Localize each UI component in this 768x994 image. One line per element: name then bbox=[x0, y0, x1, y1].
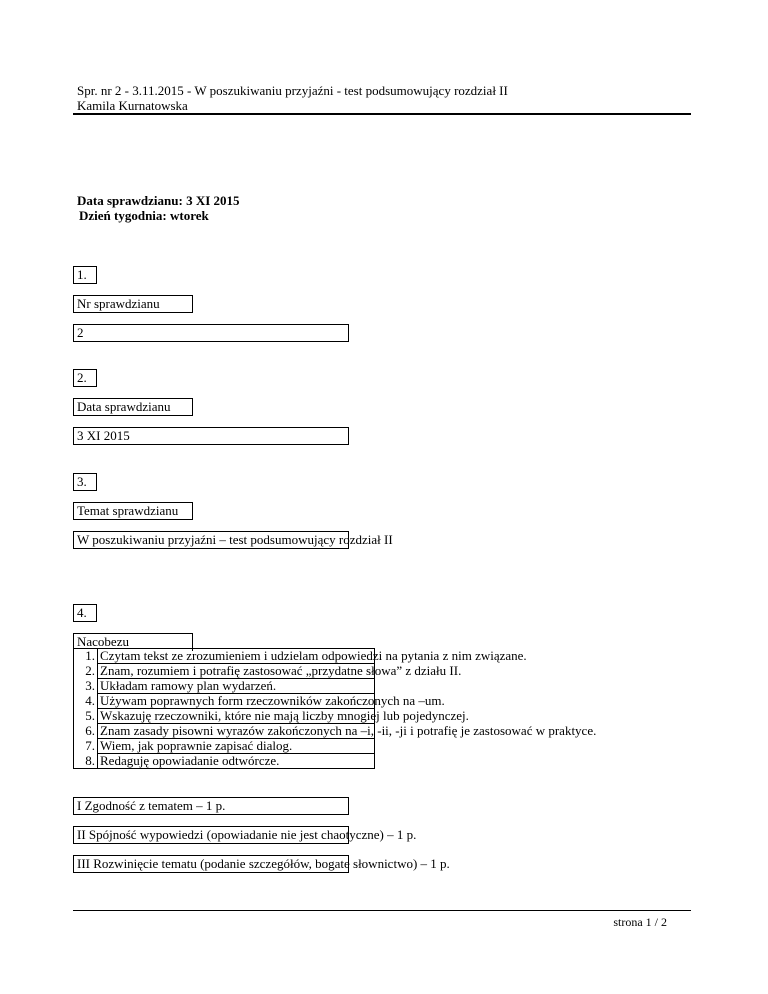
list-item bbox=[73, 723, 597, 738]
list-item bbox=[73, 663, 462, 678]
list-item-text: Czytam tekst ze zrozumieniem i udzielam odpowiedzi na pytania z nim związane. bbox=[100, 648, 527, 663]
section-3-number: 3. bbox=[73, 473, 97, 491]
header-author: Kamila Kurnatowska bbox=[77, 98, 188, 113]
list-item-text: Układam ramowy plan wydarzeń. bbox=[100, 678, 277, 693]
section-4-number: 4. bbox=[73, 604, 97, 622]
list-item-text: Znam, rozumiem i potrafię zastosować „przydatne słowa” z działu II. bbox=[100, 663, 462, 678]
header-title: Spr. nr 2 - 3.11.2015 - W poszukiwaniu przyjaźni - test podsumowujący rozdział II bbox=[77, 83, 508, 98]
list-item-text: Znam zasady pisowni wyrazów zakończonych na –i, -ii, -ji i potrafię je zastosować w praktyce. bbox=[100, 723, 597, 738]
page-number: strona 1 / 2 bbox=[613, 915, 667, 929]
list-item-number: 5. bbox=[85, 708, 95, 723]
footer-rule bbox=[73, 910, 691, 911]
section-1-number: 1. bbox=[73, 266, 97, 284]
list-divider bbox=[98, 693, 375, 694]
list-divider bbox=[98, 708, 375, 709]
section-2-label: Data sprawdzianu bbox=[73, 398, 193, 416]
section-3-value: W poszukiwaniu przyjaźni – test podsumowujący rozdział II bbox=[73, 531, 349, 549]
list-item-number: 4. bbox=[85, 693, 95, 708]
list-item bbox=[73, 708, 469, 723]
list-item-number: 1. bbox=[85, 648, 95, 663]
list-item-number: 3. bbox=[85, 678, 95, 693]
list-item-number: 8. bbox=[85, 753, 95, 768]
list-item-number: 2. bbox=[85, 663, 95, 678]
criterion-1: I Zgodność z tematem – 1 p. bbox=[73, 797, 349, 815]
list-item bbox=[73, 738, 293, 753]
test-date-line: Data sprawdzianu: 3 XI 2015 bbox=[77, 193, 240, 208]
list-item-text: Używam poprawnych form rzeczowników zakończonych na –um. bbox=[100, 693, 445, 708]
list-item-number: 6. bbox=[85, 723, 95, 738]
criterion-2: II Spójność wypowiedzi (opowiadanie nie jest chaotyczne) – 1 p. bbox=[73, 826, 349, 844]
section-1-label: Nr sprawdzianu bbox=[73, 295, 193, 313]
section-2-number: 2. bbox=[73, 369, 97, 387]
list-item bbox=[73, 678, 277, 693]
section-3-label: Temat sprawdzianu bbox=[73, 502, 193, 520]
list-divider bbox=[98, 738, 375, 739]
section-1-value: 2 bbox=[73, 324, 349, 342]
list-item-text: Redaguję opowiadanie odtwórcze. bbox=[100, 753, 280, 768]
list-item-number: 7. bbox=[85, 738, 95, 753]
section-2-value: 3 XI 2015 bbox=[73, 427, 349, 445]
list-item-text: Wiem, jak poprawnie zapisać dialog. bbox=[100, 738, 293, 753]
header-rule bbox=[73, 113, 691, 115]
test-day-line: Dzień tygodnia: wtorek bbox=[79, 208, 209, 223]
list-divider bbox=[98, 753, 375, 754]
list-item bbox=[73, 693, 445, 708]
nacobezu-label: Nacobezu bbox=[73, 633, 193, 651]
list-item bbox=[73, 648, 527, 663]
list-divider bbox=[98, 723, 375, 724]
list-divider bbox=[98, 678, 375, 679]
list-item-text: Wskazuję rzeczowniki, które nie mają liczby mnogiej lub pojedynczej. bbox=[100, 708, 469, 723]
list-item bbox=[73, 753, 280, 768]
criterion-3: III Rozwinięcie tematu (podanie szczegółów, bogate słownictwo) – 1 p. bbox=[73, 855, 349, 873]
list-divider bbox=[98, 663, 375, 664]
